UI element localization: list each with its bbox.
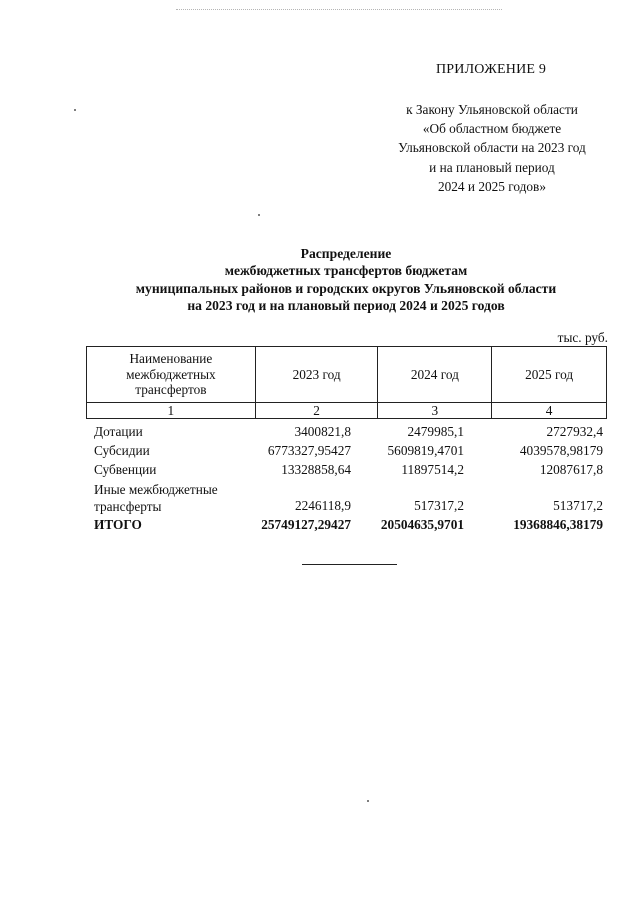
header-2023-cell: 2023 год bbox=[255, 347, 378, 403]
law-reference bbox=[372, 100, 612, 196]
law-reference-line: и на плановый период bbox=[429, 159, 555, 175]
table-total-row bbox=[86, 517, 607, 535]
table-header bbox=[86, 346, 607, 419]
units-label: тыс. руб. bbox=[557, 330, 608, 345]
column-number: 2 bbox=[255, 403, 378, 419]
row-value-2024: 11897514,2 bbox=[401, 462, 464, 477]
header-name-line: Наименование bbox=[129, 351, 213, 367]
law-reference-line: Ульяновской области на 2023 год bbox=[398, 140, 586, 156]
title-line: межбюджетных трансфертов бюджетам bbox=[224, 263, 468, 279]
appendix-label: ПРИЛОЖЕНИЕ 9 bbox=[436, 62, 547, 77]
table-row bbox=[86, 481, 607, 517]
header-name-cell bbox=[87, 347, 256, 403]
row-name: трансферты bbox=[94, 499, 162, 514]
header-2025-cell: 2025 год bbox=[492, 347, 607, 403]
row-value-2025: 12087617,8 bbox=[539, 462, 603, 477]
row-value-2024: 5609819,4701 bbox=[387, 443, 464, 458]
total-label: ИТОГО bbox=[94, 517, 142, 532]
scan-top-rule bbox=[176, 9, 502, 10]
table-row bbox=[86, 424, 607, 442]
law-reference-line: 2024 и 2025 годов» bbox=[437, 178, 546, 194]
row-value-2025: 4039578,98179 bbox=[519, 443, 603, 458]
row-name: Субвенции bbox=[94, 462, 157, 477]
scan-speck bbox=[258, 214, 260, 216]
header-2024-cell: 2024 год bbox=[378, 347, 492, 403]
column-number: 4 bbox=[492, 403, 607, 419]
table-header-row bbox=[87, 347, 607, 403]
title-line: муниципальных районов и городских округов Ульяновской области bbox=[135, 280, 557, 296]
total-value-2024: 20504635,9701 bbox=[380, 517, 464, 532]
row-value-2025: 2727932,4 bbox=[546, 424, 603, 439]
scan-speck bbox=[74, 109, 76, 111]
law-reference-line: к Закону Ульяновской области bbox=[406, 102, 578, 117]
row-name: Иные межбюджетные bbox=[94, 482, 218, 497]
column-number: 3 bbox=[378, 403, 492, 419]
title-line: на 2023 год и на плановый период 2024 и 2025 годов bbox=[187, 298, 505, 314]
closing-rule bbox=[302, 564, 397, 565]
row-name: Дотации bbox=[94, 424, 143, 439]
total-value-2025: 19368846,38179 bbox=[513, 517, 603, 532]
row-value-2024: 2479985,1 bbox=[407, 424, 464, 439]
table-row bbox=[86, 443, 607, 461]
column-number: 1 bbox=[87, 403, 256, 419]
total-value-2023: 25749127,29427 bbox=[261, 517, 351, 532]
row-value-2023: 6773327,95427 bbox=[267, 443, 351, 458]
row-value-2023: 3400821,8 bbox=[294, 424, 351, 439]
row-value-2024: 517317,2 bbox=[414, 498, 464, 513]
column-numbers-row bbox=[87, 403, 607, 419]
scan-speck bbox=[367, 800, 369, 802]
row-name: Субсидии bbox=[94, 443, 150, 458]
header-name-line: трансфертов bbox=[135, 382, 207, 398]
title-line: Распределение bbox=[300, 246, 392, 261]
row-value-2023: 13328858,64 bbox=[281, 462, 351, 477]
table-row bbox=[86, 462, 607, 480]
row-value-2023: 2246118,9 bbox=[294, 498, 351, 513]
document-title bbox=[96, 245, 596, 315]
row-value-2025: 513717,2 bbox=[553, 498, 603, 513]
header-name-line: межбюджетных bbox=[126, 366, 216, 382]
law-reference-line: «Об областном бюджете bbox=[422, 121, 562, 137]
